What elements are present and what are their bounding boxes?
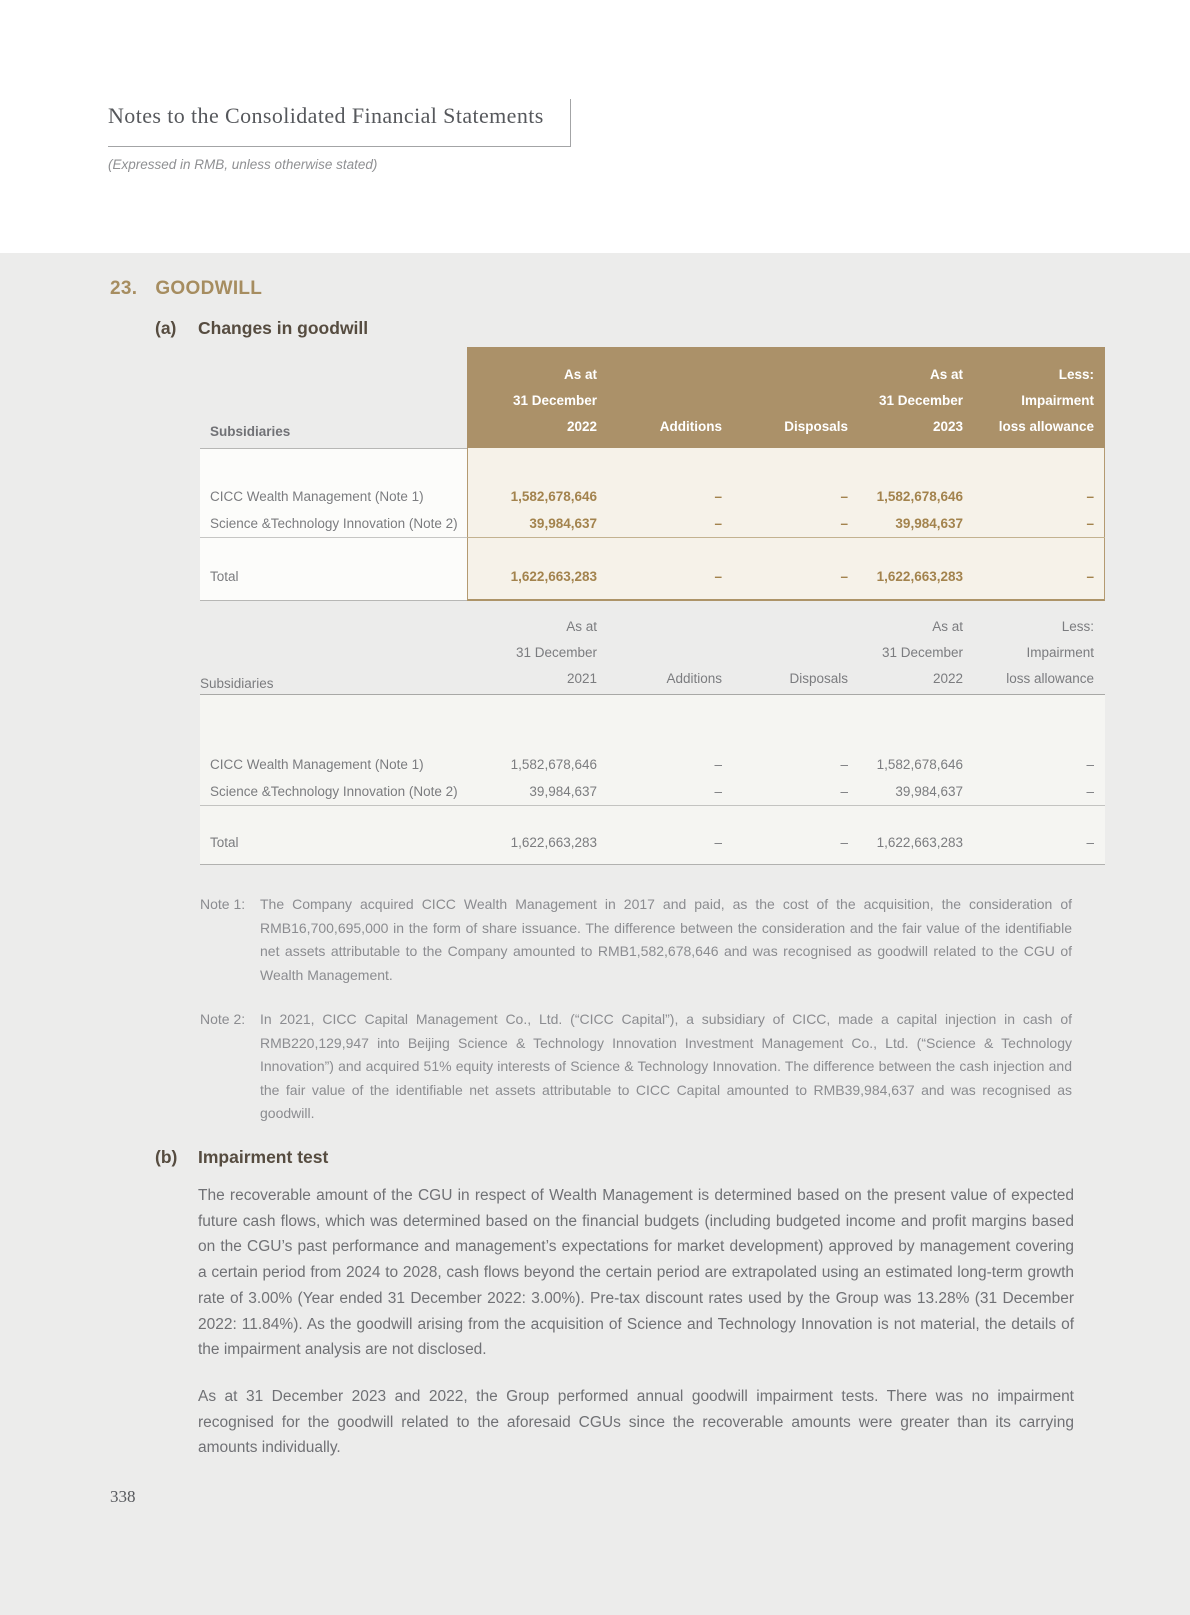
- note-2: [200, 1008, 1072, 1126]
- column-header-asat-2022: As at 31 December 2022: [467, 347, 597, 448]
- note-2-label: Note 2:: [200, 1011, 246, 1027]
- column-header-subsidiaries: Subsidiaries: [200, 676, 274, 691]
- table-row: CICC Wealth Management (Note 1) 1,582,678,646 – – 1,582,678,646 –: [210, 489, 1094, 504]
- page-subtitle: (Expressed in RMB, unless otherwise stated): [108, 157, 378, 172]
- goodwill-table-2022: [200, 614, 1105, 865]
- table-total-row: Total 1,622,663,283 – – 1,622,663,283 –: [210, 834, 1094, 850]
- note-1-label: Note 1:: [200, 896, 246, 912]
- table-2022-body: [200, 695, 1105, 865]
- table-2023-header-row: [200, 347, 1105, 448]
- impairment-paragraph-2: As at 31 December 2023 and 2022, the Group performed annual goodwill impairment tests. There was no impairment recognised for the goodwill related to the aforesaid CGUs since the recoverable amounts were greater than its carrying amounts individually.: [198, 1388, 1074, 1457]
- column-header-disposals: Disposals: [722, 347, 848, 448]
- column-header-asat-2021: As at 31 December 2021: [515, 619, 597, 686]
- goodwill-table-2023: [200, 347, 1105, 601]
- table-total-row: Total 1,622,663,283 – – 1,622,663,283 –: [210, 568, 1094, 584]
- page-number: 338: [110, 1487, 136, 1506]
- page-title: Notes to the Consolidated Financial Statements: [108, 103, 544, 128]
- table-2023-body: [200, 448, 1105, 601]
- title-vertical-rule: [570, 99, 571, 147]
- title-horizontal-rule: [108, 146, 570, 147]
- table-row: Science &Technology Innovation (Note 2) 39,984,637 – – 39,984,637 –: [210, 784, 1094, 799]
- column-header-asat-2022: As at 31 December 2022: [881, 619, 963, 686]
- column-header-impairment: Less: Impairment loss allowance: [963, 347, 1105, 448]
- column-header-asat-2023: As at 31 December 2023: [848, 347, 963, 448]
- column-header-subsidiaries: Subsidiaries: [210, 424, 291, 439]
- subsection-b-label: (b): [155, 1147, 178, 1167]
- note-1-text: The Company acquired CICC Wealth Management in 2017 and paid, as the cost of the acquisition, the consideration of RMB16,700,695,000 in the form of share issuance. The difference between the consideration and the fair value of the identifiable net assets attributable to the Company amounted to RMB1,582,678,646 and was recognised as goodwill related to the CGU of Wealth Management.: [260, 896, 1072, 983]
- table-row: CICC Wealth Management (Note 1) 1,582,678,646 – – 1,582,678,646 –: [210, 757, 1094, 772]
- section-title: GOODWILL: [155, 278, 263, 299]
- page-content: [0, 253, 1190, 1615]
- subsection-a-label: (a): [155, 318, 177, 338]
- note-1: [200, 893, 1072, 987]
- section-heading-goodwill: [110, 278, 262, 300]
- subsection-b-title: Impairment test: [198, 1147, 329, 1167]
- column-header-impairment: Less: Impairment loss allowance: [1006, 619, 1094, 686]
- document-header: [0, 0, 1190, 253]
- section-number: 23.: [110, 278, 138, 299]
- column-header-disposals: Disposals: [789, 671, 848, 686]
- column-header-additions: Additions: [666, 671, 722, 686]
- table-2022-header-row: [200, 614, 1105, 695]
- table-divider: [200, 537, 1105, 538]
- impairment-paragraph-1: The recoverable amount of the CGU in respect of Wealth Management is determined based on the present value of expected future cash flows, which was determined based on the financial budgets (including budgeted income and profit margins based on the CGU’s past performance and management’s expectations for market development) approved by management covering a certain period from 2024 to 2028, cash flows beyond the certain period are extrapolated using an estimated long-term growth rate of 3.00% (Year ended 31 December 2022: 3.00%). Pre-tax discount rates used by the Group was 13.28% (31 December 2022: 11.84%). As the goodwill arising from the acquisition of Science and Technology Innovation is not material, the details of the impairment analysis are not disclosed.: [198, 1187, 1074, 1359]
- subsection-a-title: Changes in goodwill: [198, 318, 369, 338]
- column-header-additions: Additions: [597, 347, 722, 448]
- note-2-text: In 2021, CICC Capital Management Co., Ltd. (“CICC Capital”), a subsidiary of CICC, made a capital injection in cash of RMB220,129,947 into Beijing Science & Technology Innovation Investment Management Co., Ltd. (“Science & Technology Innovation”) and acquired 51% equity interests of Science & Technology Innovation. The difference between the cash injection and the fair value of the identifiable net assets attributable to CICC Capital amounted to RMB39,984,637 and was recognised as goodwill.: [260, 1011, 1072, 1121]
- table-row: Science &Technology Innovation (Note 2) 39,984,637 – – 39,984,637 –: [210, 516, 1094, 531]
